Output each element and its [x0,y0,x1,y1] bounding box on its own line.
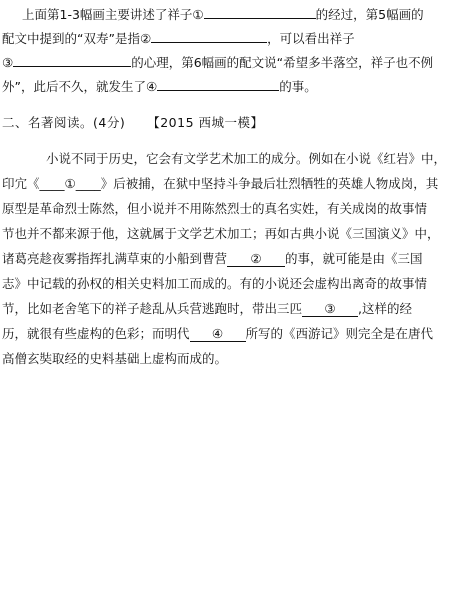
passage-text: ,这样的经 [358,301,412,316]
passage-text: 节也并不都来源于他，这就属于文学艺术加工；再如古典小说《三国演义》中， [2,226,440,241]
passage-line-7 [2,300,412,318]
passage-line-2 [2,175,438,193]
answer-blank-6[interactable]: ② [227,252,285,267]
passage-line-9 [2,350,227,368]
question-text: ③ [2,55,14,70]
passage-text: 志》中记载的孙权的相关史料加工而成的。有的小说还会虚构出离奇的故事情 [2,276,428,291]
question-text: 外”，此后不久，就发生了④ [2,79,158,94]
passage-line-5 [2,250,423,268]
passage-text: 》后被捕，在狱中坚持斗争最后壮烈牺牲的英雄人物成岗，其 [100,176,439,191]
question-text: 的事。 [279,79,317,94]
section-source: 【2015 西城一模】 [147,115,264,130]
passage-text: 高僧玄奘取经的史料基础上虚构而成的。 [2,351,228,366]
passage-text: 所写的《西游记》则完全是在唐代 [245,326,434,341]
question-text: 配文中提到的“双寿”是指② [2,31,152,46]
question-line-3 [2,52,433,72]
answer-blank-3[interactable] [13,52,131,67]
passage-text: 印宂《 [2,176,40,191]
answer-blank-7[interactable]: ③ [302,302,358,317]
passage-text: 节，比如老舍笔下的祥子趁乱从兵营逃跑时，带出三匹 [2,301,303,316]
passage-line-1 [46,150,446,168]
passage-line-4 [2,225,440,243]
passage-text: 历，就很有些虚构的色彩；而明代 [2,326,190,341]
question-line-4 [2,76,317,96]
passage-text: 的事，就可能是由《三国 [285,251,423,266]
answer-blank-8[interactable]: ④ [190,327,246,342]
section-heading [2,114,264,132]
question-text: ，可以看出祥子 [267,31,355,46]
answer-blank-5[interactable]: ____①____ [39,176,101,191]
passage-text: 原型是革命烈士陈然，但小说并不用陈然烈士的真名实姓，有关成岗的故事情 [2,201,428,216]
passage-text: 诸葛亮趁夜雾指挥扎满草束的小船到曹营 [2,251,228,266]
passage-line-8 [2,325,433,343]
answer-blank-4[interactable] [157,76,279,91]
question-text: 上面第1-3幅画主要讲述了祥子① [22,7,204,22]
question-text: 的经过，第5幅画的 [315,7,424,22]
answer-blank-2[interactable] [151,28,267,43]
passage-line-3 [2,200,427,218]
answer-blank-1[interactable] [204,4,316,19]
passage-text: 小说不同于历史，它会有文学艺术加工的成分。例如在小说《红岩》中， [46,151,447,166]
question-line-2 [2,28,355,48]
question-line-1 [22,4,424,24]
section-title: 二、名著阅读。(4分) [2,115,126,130]
passage-line-6 [2,275,427,293]
question-text: 的心理，第6幅画的配文说“希望多半落空，祥子也不例 [131,55,434,70]
